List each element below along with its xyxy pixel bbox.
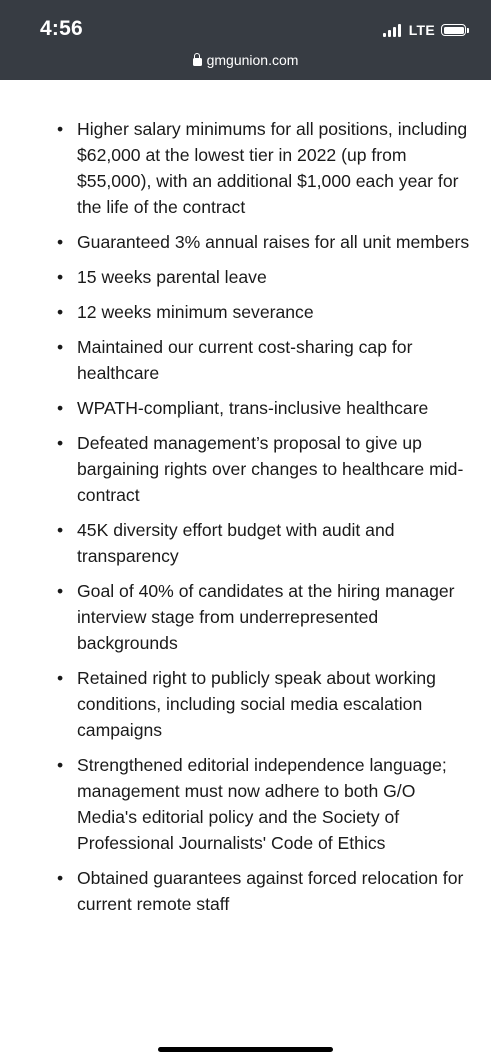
bullet-icon: •	[57, 119, 64, 139]
list-item	[0, 517, 491, 569]
status-indicators	[383, 21, 469, 39]
list-item	[0, 578, 491, 656]
cellular-signal-icon	[383, 24, 403, 37]
list-item-text: Obtained guarantees against forced relocation for current remote staff	[77, 868, 464, 914]
bullet-icon: •	[57, 520, 64, 540]
list-item-text: Maintained our current cost-sharing cap for healthcare	[77, 337, 413, 383]
bullet-icon: •	[57, 232, 64, 252]
list-item-text: 45K diversity effort budget with audit and transparency	[77, 520, 395, 566]
list-item-text: Retained right to publicly speak about working conditions, including social media escalation campaigns	[77, 668, 436, 740]
list-item	[0, 752, 491, 856]
page-content	[0, 116, 491, 926]
list-item-text: Higher salary minimums for all positions, including $62,000 at the lowest tier in 2022 (up from $55,000), with an additional $1,000 each year for the life of the contract	[77, 119, 468, 217]
battery-tip	[467, 28, 469, 33]
list-item-text: Goal of 40% of candidates at the hiring manager interview stage from underrepresented backgrounds	[77, 581, 455, 653]
bullet-icon: •	[57, 267, 64, 287]
bullet-icon: •	[57, 433, 64, 453]
address-bar[interactable]	[0, 52, 491, 68]
bullet-icon: •	[57, 581, 64, 601]
list-item	[0, 395, 491, 421]
bullet-icon: •	[57, 755, 64, 775]
list-item-text: Defeated management’s proposal to give up bargaining rights over changes to healthcare mid-contract	[77, 433, 464, 505]
bullet-icon: •	[57, 398, 64, 418]
list-item	[0, 665, 491, 743]
battery-icon	[441, 24, 466, 36]
benefits-list	[0, 116, 491, 917]
list-item-text: WPATH-compliant, trans-inclusive healthcare	[77, 398, 429, 418]
list-item-text: Guaranteed 3% annual raises for all unit members	[77, 232, 470, 252]
list-item	[0, 865, 491, 917]
list-item	[0, 229, 491, 255]
bullet-icon: •	[57, 868, 64, 888]
list-item	[0, 334, 491, 386]
list-item	[0, 264, 491, 290]
list-item	[0, 299, 491, 325]
bullet-icon: •	[57, 337, 64, 357]
list-item-text: 12 weeks minimum severance	[77, 302, 314, 322]
status-time: 4:56	[40, 17, 83, 40]
url-text: gmgunion.com	[206, 52, 299, 68]
list-item-text: Strengthened editorial independence language; management must now adhere to both G/O Media's editorial policy and the Society of Professional Journalists' Code of Ethics	[77, 755, 447, 853]
home-indicator[interactable]	[158, 1047, 333, 1052]
list-item	[0, 430, 491, 508]
bullet-icon: •	[57, 668, 64, 688]
carrier-label: LTE	[408, 22, 435, 38]
lock-icon	[193, 58, 202, 66]
status-and-url-bar	[0, 0, 491, 80]
bullet-icon: •	[57, 302, 64, 322]
list-item-text: 15 weeks parental leave	[77, 267, 267, 287]
list-item	[0, 116, 491, 220]
